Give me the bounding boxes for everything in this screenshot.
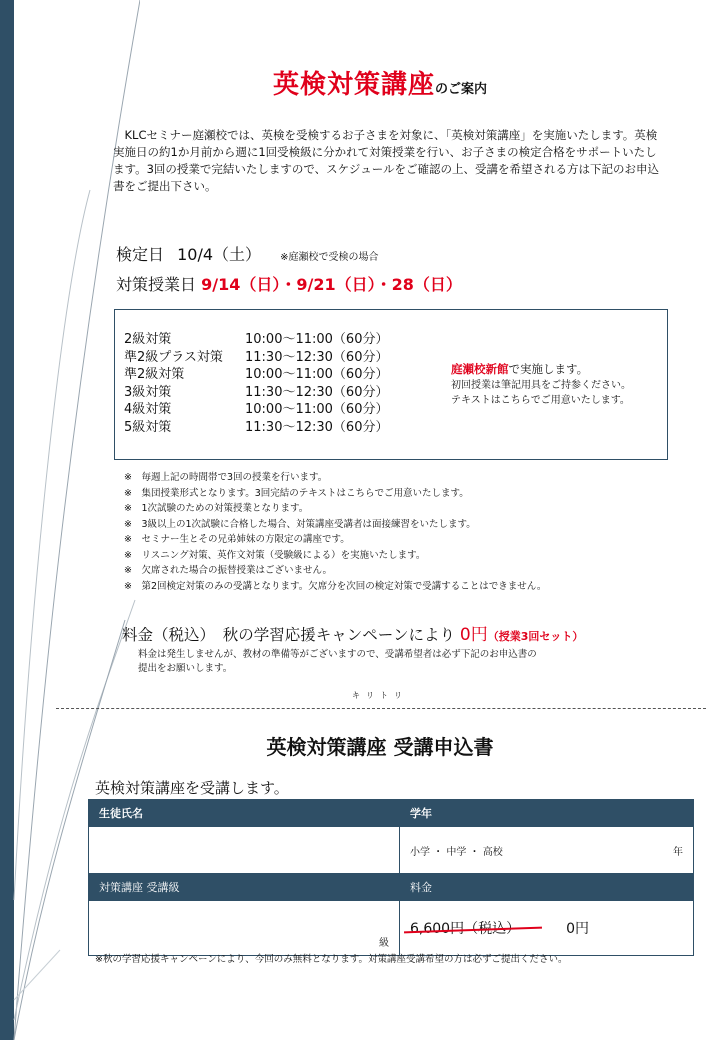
schedule-level: 2級対策 <box>124 332 172 347</box>
grade-header: 学年 <box>400 800 694 827</box>
schedule-time: 11:30～12:30（60分） <box>245 384 389 400</box>
schedule-level: 準2級プラス対策 <box>124 349 223 365</box>
note-item: ※ 1次試験のための対策授業となります。 <box>124 503 309 514</box>
schedule-level: 5級対策 <box>124 419 172 435</box>
schedule-time: 10:00～11:00（60分） <box>245 367 389 382</box>
fee-set: （授業3回セット） <box>487 630 584 643</box>
cut-label: キリトリ <box>352 691 408 700</box>
schedule-row <box>124 419 388 437</box>
note-item: ※ 集団授業形式となります。3回完結のテキストはこちらでご用意いたします。 <box>124 487 469 499</box>
schedule-list <box>124 331 388 436</box>
note-item: ※ リスニング対策、英作文対策（受験級による）を実施いたします。 <box>124 549 426 561</box>
cut-line <box>56 708 706 709</box>
exam-note: ※庭瀬校で受検の場合 <box>280 252 379 263</box>
fee-note-line2: 提出をお願いします。 <box>138 663 233 674</box>
note-item: ※ 毎週上記の時間帯で3回の授業を行います。 <box>124 472 328 483</box>
form-lead: 英検対策講座を受講します。 <box>95 779 289 797</box>
schedule-time: 11:30～12:30（60分） <box>245 349 389 365</box>
grade-suffix: 年 <box>673 846 683 858</box>
schedule-row <box>124 401 388 419</box>
title-sub: のご案内 <box>435 82 488 97</box>
lesson-label: 対策授業日 <box>116 275 197 294</box>
grade-options: 小学 ・ 中学 ・ 高校 <box>410 846 503 858</box>
lesson-dates <box>116 272 462 295</box>
fee-free: 0円 <box>459 625 488 645</box>
fee-header: 料金 <box>400 874 694 901</box>
fee-field <box>400 901 694 956</box>
course-header: 対策講座 受講級 <box>89 874 400 901</box>
fee-note <box>138 648 537 676</box>
course-field[interactable] <box>89 901 400 956</box>
schedule-time: 10:00～11:00（60分） <box>245 402 389 417</box>
venue-line2: 初回授業は筆記用具をご持参ください。 <box>451 380 631 391</box>
student-name-field[interactable] <box>89 827 400 874</box>
new-price: 0円 <box>566 921 590 937</box>
page-title <box>0 64 720 101</box>
schedule-time: 10:00～11:00（60分） <box>245 332 389 347</box>
lesson-dates-value: 9/14（日）・9/21（日）・28（日） <box>201 275 462 294</box>
note-item: ※ 欠席された場合の振替授業はございません。 <box>124 565 333 576</box>
exam-date <box>116 242 379 265</box>
schedule-row <box>124 384 388 402</box>
schedule-level: 準2級対策 <box>124 367 185 382</box>
venue-suffix: で実施します。 <box>508 362 589 376</box>
schedule-row <box>124 366 388 384</box>
grade-field[interactable] <box>400 827 694 874</box>
schedule-level: 4級対策 <box>124 402 172 417</box>
student-name-header: 生徒氏名 <box>89 800 400 827</box>
kyu-label: 級 <box>379 938 389 949</box>
form-title: 英検対策講座 受講申込書 <box>266 735 494 759</box>
note-item: ※ セミナー生とその兄弟姉妹の方限定の講座です。 <box>124 534 350 545</box>
schedule-level: 3級対策 <box>124 384 172 400</box>
schedule-row <box>124 349 388 367</box>
venue-place: 庭瀬校新館 <box>451 362 509 376</box>
application-form <box>88 799 694 956</box>
note-item: ※ 第2回検定対策のみの受講となります。欠席分を次回の検定対策で受講することはできません。 <box>124 580 547 592</box>
notes-list <box>124 470 546 594</box>
venue-info <box>451 362 631 408</box>
old-price: 6,600円（税込） <box>410 918 520 938</box>
schedule-time: 11:30～12:30（60分） <box>245 419 389 435</box>
note-item: ※ 3級以上の1次試験に合格した場合、対策講座受講者は面接練習をいたします。 <box>124 518 476 530</box>
exam-date-value: 10/4（土） <box>177 245 262 264</box>
intro-paragraph: KLCセミナー庭瀬校では、英検を受検するお子さまを対象に、「英検対策講座」を実施いたします。英検実施日の約1か月前から週に1回受検級に分かれて対策授業を行い、お子さまの検定合格をサポートいたします。3回の授業で完結いたしますので、スケジュールをご確認の上、受講を希望される方は下記のお申込書をご提出下さい。 <box>113 128 659 193</box>
venue-line3: テキストはこちらでご用意いたします。 <box>451 395 630 406</box>
fee-note-line1: 料金は発生しませんが、教材の準備等がございますので、受講希望者は必ず下記のお申込書の <box>138 649 537 660</box>
footer-note: ※秋の学習応援キャンペーンにより、今回のみ無料となります。対策講座受講希望の方は必ずご提出ください。 <box>95 954 568 965</box>
exam-label: 検定日 <box>116 245 165 264</box>
fee-line <box>122 620 583 645</box>
schedule-row <box>124 331 388 349</box>
title-main: 英検対策講座 <box>272 70 435 100</box>
fee-label: 料金（税込） 秋の学習応援キャンペーンにより <box>122 626 455 644</box>
